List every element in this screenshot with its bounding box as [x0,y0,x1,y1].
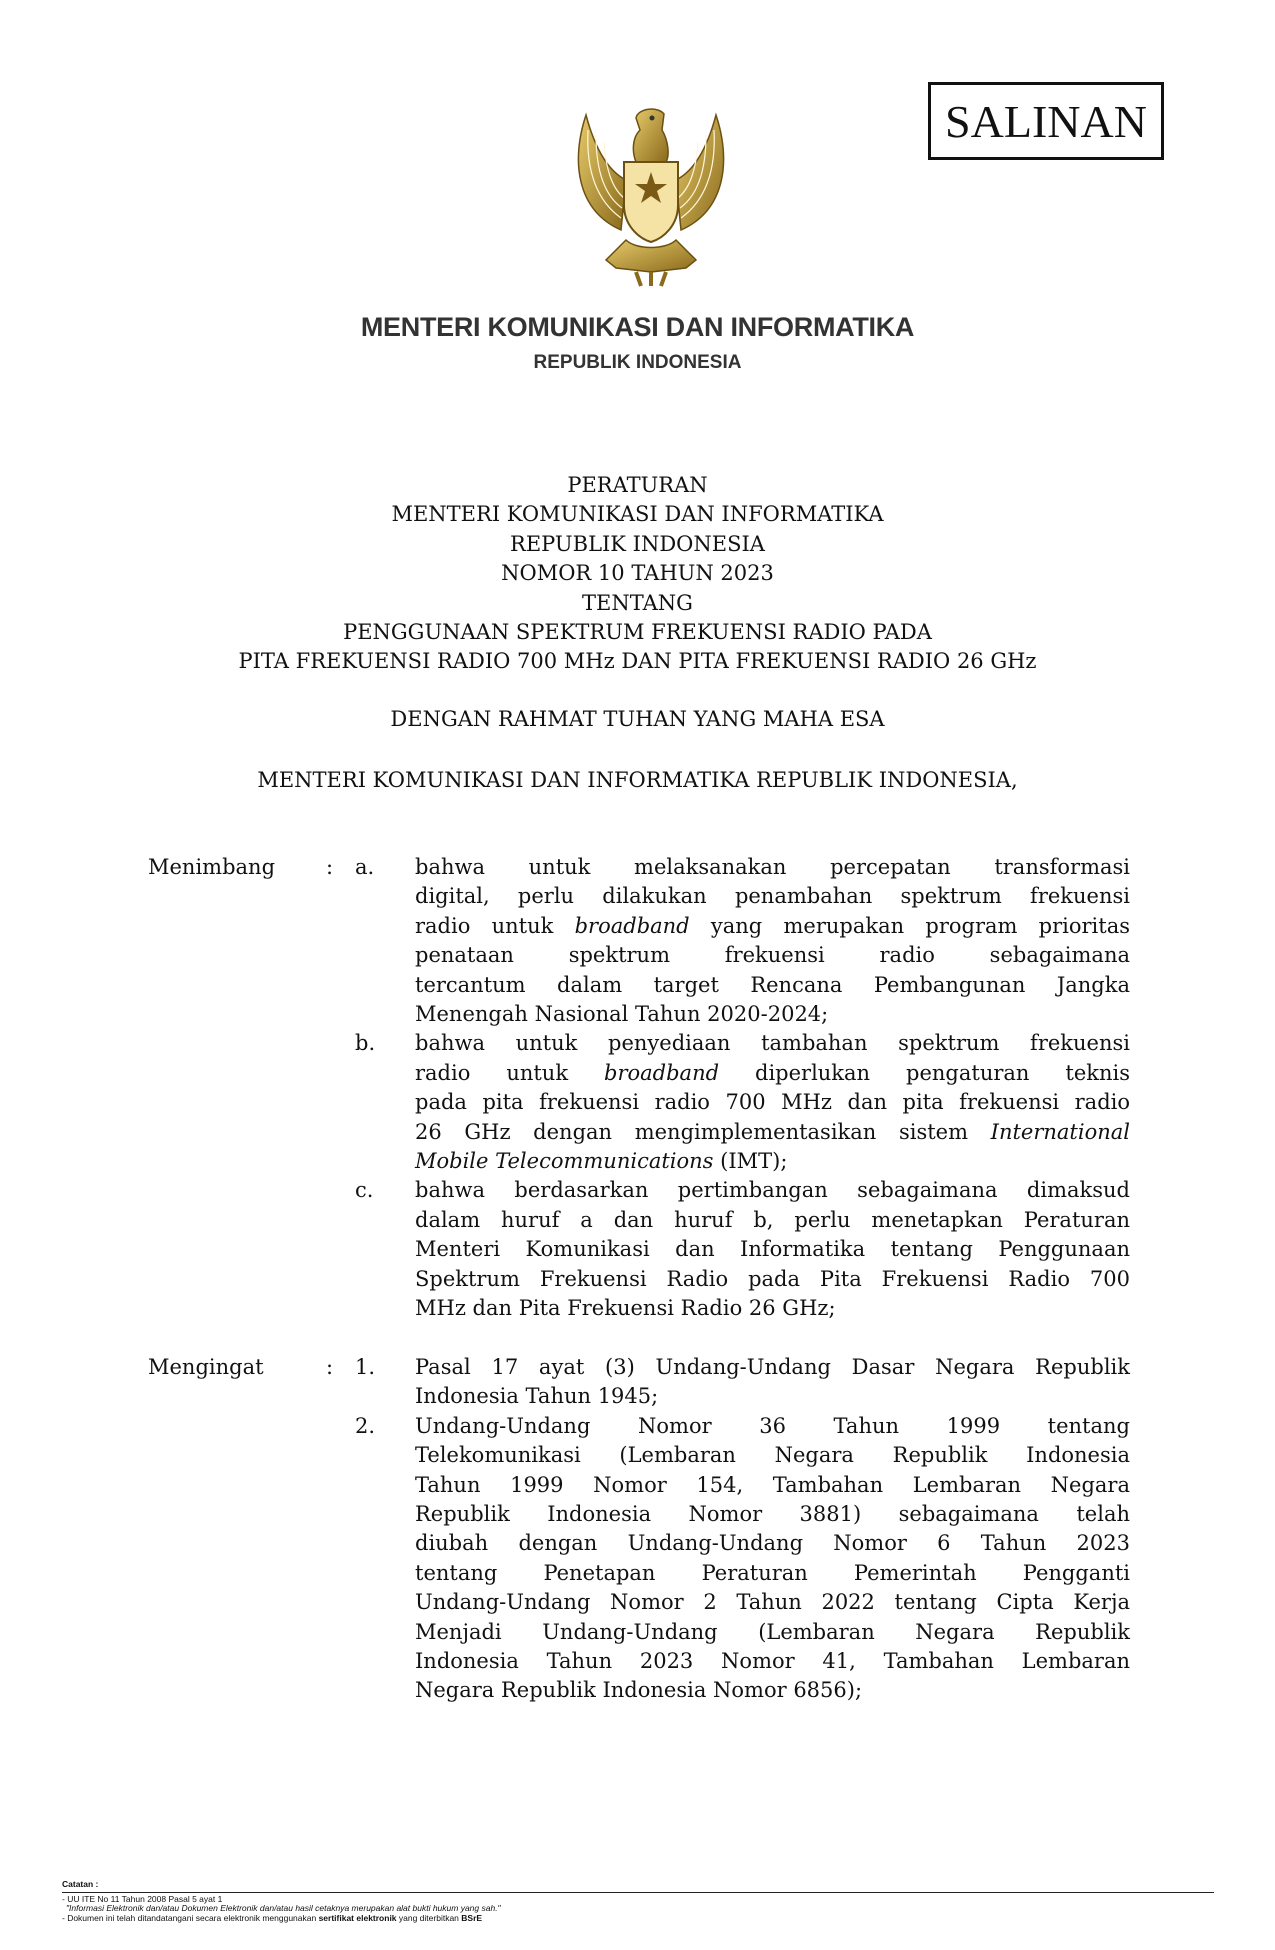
item-marker: 2. [355,1413,376,1438]
text-segment: bahwa untuk melaksanakan percepatan transformasi [415,855,1130,879]
text-line [415,1529,1130,1558]
title-line: NOMOR 10 TAHUN 2023 [501,561,774,586]
title-line: REPUBLIK INDONESIA [510,531,765,556]
text-segment: tentang Penetapan Peraturan Pemerintah Pengganti [415,1560,1130,1585]
text-line [415,1088,1130,1117]
text-line [415,1118,1130,1147]
italic-term: broadband [574,913,690,938]
text-segment: Menjadi Undang-Undang (Lembaran Negara Republik [415,1619,1130,1644]
item-marker: 1. [355,1355,376,1379]
text-segment: yang merupakan program prioritas [689,913,1131,938]
text-segment: 26 GHz dengan mengimplementasikan sistem [415,1119,991,1144]
section-menimbang [148,853,1130,1324]
footer-signature-note [62,1914,1214,1924]
footer-notes [62,1880,1214,1923]
ministry-name: MENTERI KOMUNIKASI DAN INFORMATIKA [360,312,915,342]
text-segment: Telekomunikasi (Lembaran Negara Republik Indonesia [415,1443,1130,1468]
text-segment: diubah dengan Undang-Undang Nomor 6 Tahun 2023 [415,1531,1130,1556]
salinan-stamp: SALINAN [928,82,1164,160]
section-colon: : [326,1355,334,1379]
item-text [415,1353,1130,1412]
text-segment: (IMT); [713,1149,788,1174]
text-segment: Negara Republik Indonesia Nomor 6856); [415,1678,863,1703]
text-line [415,1647,1130,1676]
text-line [415,1206,1130,1235]
italic-term: Mobile Telecommunications [415,1149,714,1174]
text-segment: Tahun 1999 Nomor 154, Tambahan Lembaran Negara [415,1472,1130,1497]
section-label: Menimbang [148,855,276,879]
text-segment: Republik Indonesia Nomor 3881) sebagaimana telah [415,1502,1130,1527]
text-segment: pada pita frekuensi radio 700 MHz dan pita frekuensi radio [415,1090,1130,1115]
item-marker: a. [355,855,375,879]
text-segment: Undang-Undang Nomor 2 Tahun 2022 tentang Cipta Kerja [415,1590,1130,1615]
regulation-title [0,471,1275,677]
text-line [415,1029,1130,1058]
footer-text: - Dokumen ini telah ditandatangani secara elektronik menggunakan [62,1912,319,1923]
title-line: MENTERI KOMUNIKASI DAN INFORMATIKA [391,502,884,527]
title-line: PITA FREKUENSI RADIO 700 MHz DAN PITA FREKUENSI RADIO 26 GHz [238,649,1037,674]
text-segment: Menteri Komunikasi dan Informatika tentang Penggunaan [415,1237,1130,1262]
footer-heading: Catatan : [62,1879,99,1889]
italic-term: International [990,1119,1130,1144]
section-mengingat [148,1353,1130,1706]
footer-law-ref: - UU ITE No 11 Tahun 2008 Pasal 5 ayat 1 [62,1893,223,1904]
text-segment: Spektrum Frekuensi Radio pada Pita Frekuensi Radio 700 [415,1266,1130,1291]
text-segment: Menengah Nasional Tahun 2020-2024; [415,1002,829,1027]
text-line [415,1353,1130,1382]
list-item [148,1353,1130,1412]
ministry-country: REPUBLIK INDONESIA [533,352,742,373]
text-segment: MHz dan Pita Frekuensi Radio 26 GHz; [415,1296,836,1321]
text-segment: radio untuk [415,1060,605,1085]
footer-bold-text: sertifikat elektronik [318,1912,397,1923]
text-line [415,1500,1130,1529]
text-line [415,1000,1130,1029]
text-segment: bahwa untuk penyediaan tambahan spektrum frekuensi [415,1031,1130,1056]
text-segment: digital, perlu dilakukan penambahan spektrum frekuensi [415,884,1130,909]
text-segment: Indonesia Tahun 2023 Nomor 41, Tambahan Lembaran [415,1649,1130,1674]
text-segment: penataan spektrum frekuensi radio sebagaimana [415,943,1130,968]
text-line [415,1176,1130,1205]
footer-divider [62,1892,1214,1893]
text-line [415,912,1130,941]
item-text [415,853,1130,1029]
footer-issuer: BSrE [461,1912,483,1923]
list-item [148,1412,1130,1706]
text-line [415,1265,1130,1294]
item-text [415,1029,1130,1176]
text-line [415,1294,1130,1323]
text-line [415,941,1130,970]
text-line [415,1559,1130,1588]
list-item [148,1176,1130,1323]
title-line: PERATURAN [567,473,708,497]
item-marker: c. [355,1178,374,1203]
italic-term: broadband [604,1060,720,1085]
text-segment: tercantum dalam target Rencana Pembangunan Jangka [415,972,1130,997]
item-marker: b. [355,1031,376,1056]
text-line [415,1235,1130,1264]
text-segment: Undang-Undang Nomor 36 Tahun 1999 tentang [415,1413,1130,1438]
text-line [415,882,1130,911]
footer-quote: "Informasi Elektronik dan/atau Dokumen Elektronik dan/atau hasil cetaknya merupakan alat bukti hukum yang sah." [66,1903,501,1913]
text-line [415,1618,1130,1647]
item-text [415,1412,1130,1706]
text-line [415,1147,1130,1176]
text-line [415,1412,1130,1441]
footer-text: yang diterbitkan [396,1912,462,1923]
text-segment: bahwa berdasarkan pertimbangan sebagaimana dimaksud [415,1178,1130,1203]
text-line [415,1441,1130,1470]
text-segment: radio untuk [415,913,575,938]
issuer: MENTERI KOMUNIKASI DAN INFORMATIKA REPUBLIK INDONESIA, [257,768,1018,792]
garuda-emblem-icon [566,100,736,288]
list-item [148,1029,1130,1176]
item-text [415,1176,1130,1323]
text-line [415,1059,1130,1088]
text-line [415,971,1130,1000]
section-colon: : [326,855,334,879]
text-line [415,1676,1130,1705]
list-item [148,853,1130,1029]
text-line [415,1588,1130,1617]
text-line [415,853,1130,882]
title-line: PENGGUNAAN SPEKTRUM FREKUENSI RADIO PADA [343,620,932,645]
text-line [415,1471,1130,1500]
text-line [415,1382,1130,1411]
text-segment: Indonesia Tahun 1945; [415,1384,659,1409]
text-segment: diperlukan pengaturan teknis [719,1060,1131,1085]
title-line: TENTANG [582,590,693,615]
invocation: DENGAN RAHMAT TUHAN YANG MAHA ESA [390,707,885,731]
text-segment: Pasal 17 ayat (3) Undang-Undang Dasar Negara Republik [415,1355,1130,1379]
section-label: Mengingat [148,1355,264,1379]
text-segment: dalam huruf a dan huruf b, perlu menetapkan Peraturan [415,1207,1130,1232]
